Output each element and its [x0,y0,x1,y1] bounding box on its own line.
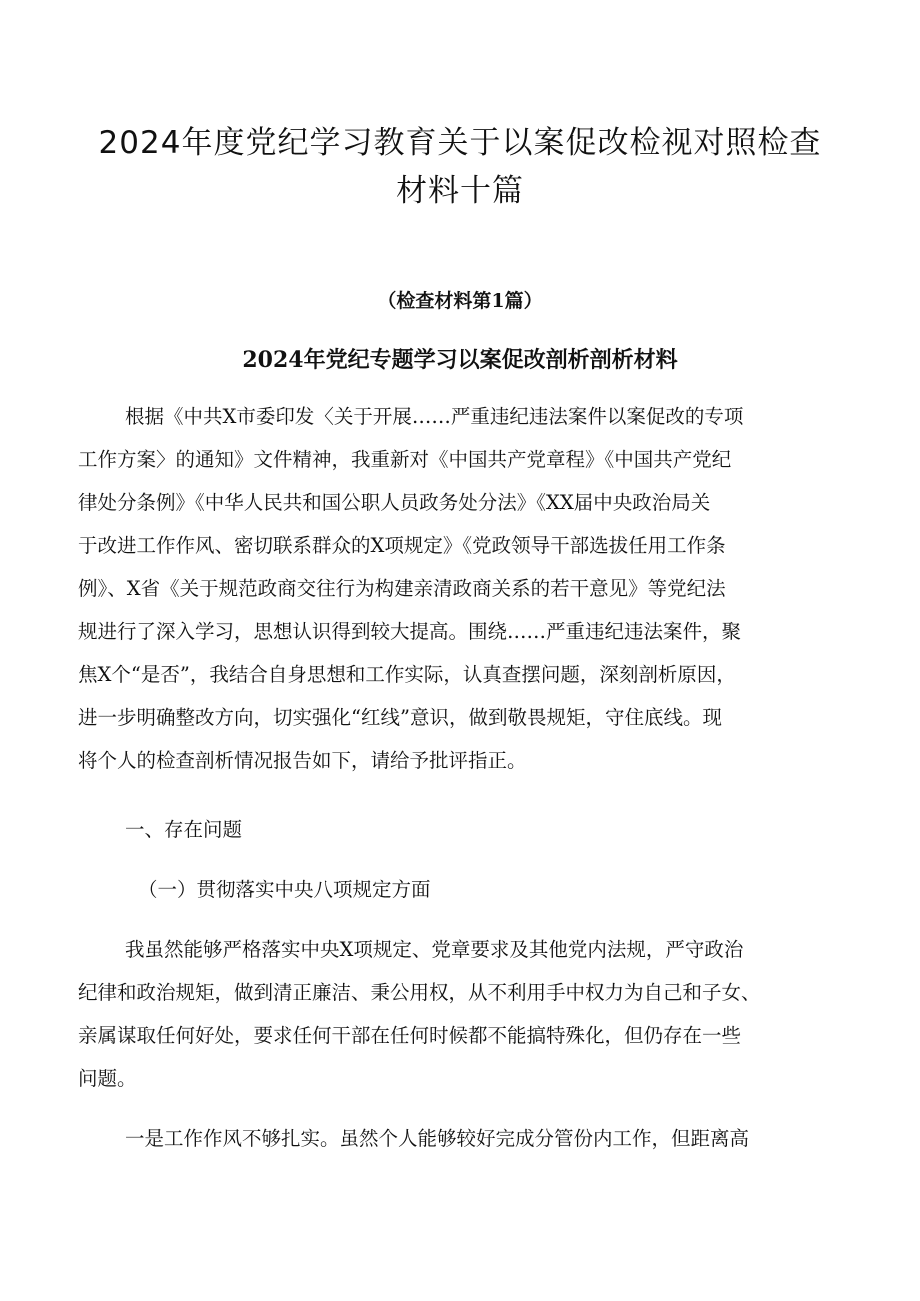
paragraph-line: 纪律和政治规矩，做到清正廉洁、秉公用权，从不利用手中权力为自己和子女、 [78,981,761,1004]
intro-line: 于改进工作作风、密切联系群众的X项规定》《党政领导干部选拔任用工作条 [78,534,726,557]
paragraph-line: 问题。 [78,1067,137,1090]
intro-line: 焦X个“是否”，我结合自身思想和工作实际，认真查摆问题，深刻剖析原因， [78,663,736,686]
paragraph-line: 亲属谋取任何好处，要求任何干部在任何时候都不能搞特殊化，但仍存在一些 [78,1024,742,1047]
section-tag: （检查材料第1篇） [377,290,543,312]
paragraph-line: 一是工作作风不够扎实。虽然个人能够较好完成分管份内工作，但距离高 [125,1127,750,1150]
intro-line: 将个人的检查剖析情况报告如下，请给予批评指正。 [78,749,527,772]
intro-line: 律处分条例》《中华人民共和国公职人员政务处分法》《XX届中央政治局关 [78,491,711,514]
intro-line: 规进行了深入学习，思想认识得到较大提高。围绕……严重违纪违法案件，聚 [78,620,742,643]
document-title-line-1: 2024年度党纪学习教育关于以案促改检视对照检查 [98,125,822,161]
document-title-line-2: 材料十篇 [396,173,524,209]
paragraph-line: 我虽然能够严格落实中央X项规定、党章要求及其他党内法规，严守政治 [125,938,744,961]
section-subtitle: 2024年党纪专题学习以案促改剖析剖析材料 [242,347,678,373]
intro-line: 根据《中共X市委印发〈关于开展……严重违纪违法案件以案促改的专项 [125,405,744,428]
heading-eight-rules: （一）贯彻落实中央八项规定方面 [138,878,431,901]
intro-line: 工作方案〉的通知》文件精神，我重新对《中国共产党章程》《中国共产党纪 [78,448,732,471]
heading-existing-problems: 一、存在问题 [125,818,243,841]
intro-line: 进一步明确整改方向，切实强化“红线”意识，做到敬畏规矩，守住底线。现 [78,706,722,729]
intro-line: 例》、X省《关于规范政商交往行为构建亲清政商关系的若干意见》等党纪法 [78,577,726,600]
